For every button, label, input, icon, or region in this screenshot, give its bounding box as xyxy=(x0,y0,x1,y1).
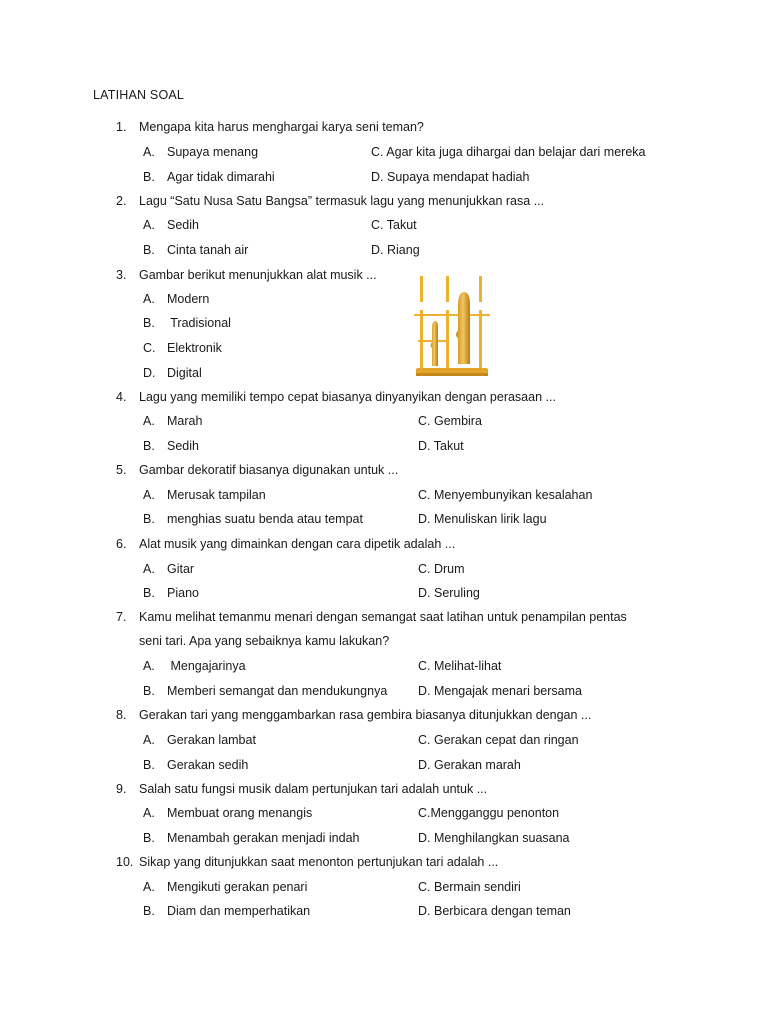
question-number: 9. xyxy=(116,782,127,796)
option-text: Menyembunyikan kesalahan xyxy=(433,488,593,502)
option-text: Mengikuti gerakan penari xyxy=(167,880,308,894)
option-text: menghias suatu benda atau tempat xyxy=(167,512,363,526)
option-text: Drum xyxy=(433,562,465,576)
question-text: Sikap yang ditunjukkan saat menonton pertunjukan tari adalah ... xyxy=(139,855,499,869)
option-text: Takut xyxy=(386,218,417,232)
option-letter: A. xyxy=(143,145,155,159)
option-text: Elektronik xyxy=(167,341,222,355)
option-text: Menghilangkan suasana xyxy=(433,831,570,845)
question-number: 1. xyxy=(116,120,127,134)
option-letter: A. xyxy=(143,880,155,894)
question-text: Lagu “Satu Nusa Satu Bangsa” termasuk lagu yang menunjukkan rasa ... xyxy=(139,194,545,208)
option-4c xyxy=(418,414,482,428)
question-text: Gambar berikut menunjukkan alat musik ... xyxy=(139,268,377,282)
option-letter: D. xyxy=(143,366,156,380)
option-letter: B. xyxy=(143,904,155,918)
worksheet-title: LATIHAN SOAL xyxy=(93,88,185,102)
question-text: Alat musik yang dimainkan dengan cara dipetik adalah ... xyxy=(139,537,456,551)
option-letter: D. xyxy=(418,684,431,698)
option-letter: D. xyxy=(418,758,431,772)
option-5b xyxy=(143,512,363,526)
option-text: Mengajarinya xyxy=(167,659,246,673)
option-4a xyxy=(143,414,202,428)
option-2b xyxy=(143,243,248,257)
option-text: Sedih xyxy=(167,439,199,453)
option-text: Gerakan cepat dan ringan xyxy=(433,733,579,747)
option-7c xyxy=(418,659,501,673)
question-text: Salah satu fungsi musik dalam pertunjukan tari adalah untuk ... xyxy=(139,782,488,796)
option-letter: D. xyxy=(418,831,431,845)
option-letter: D. xyxy=(418,512,431,526)
option-letter: C. xyxy=(418,488,431,502)
option-text: Mengganggu penonton xyxy=(430,806,560,820)
option-3a xyxy=(143,292,209,306)
option-6c xyxy=(418,562,465,576)
option-letter: C. xyxy=(418,562,431,576)
option-2c xyxy=(371,218,417,232)
option-text: Gerakan lambat xyxy=(167,733,256,747)
option-text: Gerakan sedih xyxy=(167,758,249,772)
option-text: Marah xyxy=(167,414,203,428)
option-text: Modern xyxy=(167,292,210,306)
option-letter: A. xyxy=(143,806,155,820)
question-number: 5. xyxy=(116,463,127,477)
option-8c xyxy=(418,733,579,747)
option-text: Gerakan marah xyxy=(433,758,521,772)
option-letter: C. xyxy=(371,218,384,232)
option-6d xyxy=(418,586,480,600)
question-text: Gambar dekoratif biasanya digunakan untuk ... xyxy=(139,463,399,477)
option-8b xyxy=(143,758,248,772)
option-10a xyxy=(143,880,307,894)
option-4b xyxy=(143,439,199,453)
option-letter: A. xyxy=(143,292,155,306)
option-text: Berbicara dengan teman xyxy=(433,904,571,918)
option-1a xyxy=(143,145,258,159)
option-letter: B. xyxy=(143,586,155,600)
option-letter: B. xyxy=(143,439,155,453)
option-3c xyxy=(143,341,222,355)
question-text-continued: seni tari. Apa yang sebaiknya kamu lakukan? xyxy=(139,634,390,648)
option-text: Takut xyxy=(433,439,464,453)
option-letter: A. xyxy=(143,218,155,232)
question-text: Kamu melihat temanmu menari dengan semangat saat latihan untuk penampilan pentas xyxy=(139,610,627,624)
option-text: Riang xyxy=(386,243,420,257)
option-10c xyxy=(418,880,521,894)
option-text: Agar tidak dimarahi xyxy=(167,170,275,184)
option-10d xyxy=(418,904,571,918)
option-letter: D. xyxy=(371,243,384,257)
option-letter: C. xyxy=(418,733,431,747)
option-9b xyxy=(143,831,360,845)
option-text: Memberi semangat dan mendukungnya xyxy=(167,684,388,698)
option-letter: C. xyxy=(418,880,431,894)
option-9c xyxy=(418,806,559,820)
option-text: Seruling xyxy=(433,586,480,600)
option-letter: D. xyxy=(418,586,431,600)
option-letter: B. xyxy=(143,512,155,526)
option-7d xyxy=(418,684,582,698)
option-9a xyxy=(143,806,312,820)
option-2d xyxy=(371,243,420,257)
option-text: Agar kita juga dihargai dan belajar dari mereka xyxy=(386,145,646,159)
question-text: Gerakan tari yang menggambarkan rasa gembira biasanya ditunjukkan dengan ... xyxy=(139,708,592,722)
option-text: Gitar xyxy=(167,562,195,576)
option-letter: B. xyxy=(143,316,155,330)
option-letter: D. xyxy=(418,439,431,453)
option-text: Membuat orang menangis xyxy=(167,806,313,820)
question-number: 3. xyxy=(116,268,127,282)
option-letter: B. xyxy=(143,758,155,772)
question-number: 8. xyxy=(116,708,127,722)
option-4d xyxy=(418,439,464,453)
option-10b xyxy=(143,904,310,918)
option-1b xyxy=(143,170,275,184)
option-1d xyxy=(371,170,529,184)
option-text: Supaya menang xyxy=(167,145,259,159)
option-letter: A. xyxy=(143,733,155,747)
option-letter: A. xyxy=(143,562,155,576)
option-1c xyxy=(371,145,645,159)
option-6b xyxy=(143,586,199,600)
option-letter: C. xyxy=(418,414,431,428)
option-letter: D. xyxy=(371,170,384,184)
question-text: Lagu yang memiliki tempo cepat biasanya dinyanyikan dengan perasaan ... xyxy=(139,390,556,404)
option-letter: B. xyxy=(143,170,155,184)
option-text: Cinta tanah air xyxy=(167,243,249,257)
option-8a xyxy=(143,733,256,747)
angklung-icon xyxy=(414,276,490,380)
question-number: 2. xyxy=(116,194,127,208)
option-text: Sedih xyxy=(167,218,199,232)
option-9d xyxy=(418,831,570,845)
question-text: Mengapa kita harus menghargai karya seni teman? xyxy=(139,120,424,134)
option-letter: B. xyxy=(143,243,155,257)
option-text: Menuliskan lirik lagu xyxy=(433,512,547,526)
option-5a xyxy=(143,488,266,502)
question-number: 7. xyxy=(116,610,127,624)
option-text: Tradisional xyxy=(167,316,231,330)
option-6a xyxy=(143,562,194,576)
option-letter: B. xyxy=(143,684,155,698)
option-5c xyxy=(418,488,592,502)
option-5d xyxy=(418,512,547,526)
option-text: Bermain sendiri xyxy=(433,880,521,894)
option-text: Gembira xyxy=(433,414,482,428)
option-7b xyxy=(143,684,387,698)
option-2a xyxy=(143,218,199,232)
option-letter: C. xyxy=(418,659,431,673)
option-letter: B. xyxy=(143,831,155,845)
option-text: Melihat-lihat xyxy=(433,659,502,673)
question-number: 10. xyxy=(116,855,134,869)
option-letter: A. xyxy=(143,414,155,428)
option-text: Digital xyxy=(167,366,202,380)
option-letter: C. xyxy=(371,145,384,159)
option-letter: C. xyxy=(143,341,156,355)
option-7a xyxy=(143,659,246,673)
option-letter: C. xyxy=(418,806,431,820)
option-text: Diam dan memperhatikan xyxy=(167,904,311,918)
option-8d xyxy=(418,758,521,772)
option-text: Merusak tampilan xyxy=(167,488,266,502)
question-number: 4. xyxy=(116,390,127,404)
option-letter: D. xyxy=(418,904,431,918)
question-number: 6. xyxy=(116,537,127,551)
option-letter: A. xyxy=(143,488,155,502)
option-letter: A. xyxy=(143,659,155,673)
option-text: Menambah gerakan menjadi indah xyxy=(167,831,360,845)
option-3b xyxy=(143,316,231,330)
option-text: Mengajak menari bersama xyxy=(433,684,582,698)
option-text: Piano xyxy=(167,586,199,600)
option-3d xyxy=(143,366,202,380)
option-text: Supaya mendapat hadiah xyxy=(386,170,530,184)
